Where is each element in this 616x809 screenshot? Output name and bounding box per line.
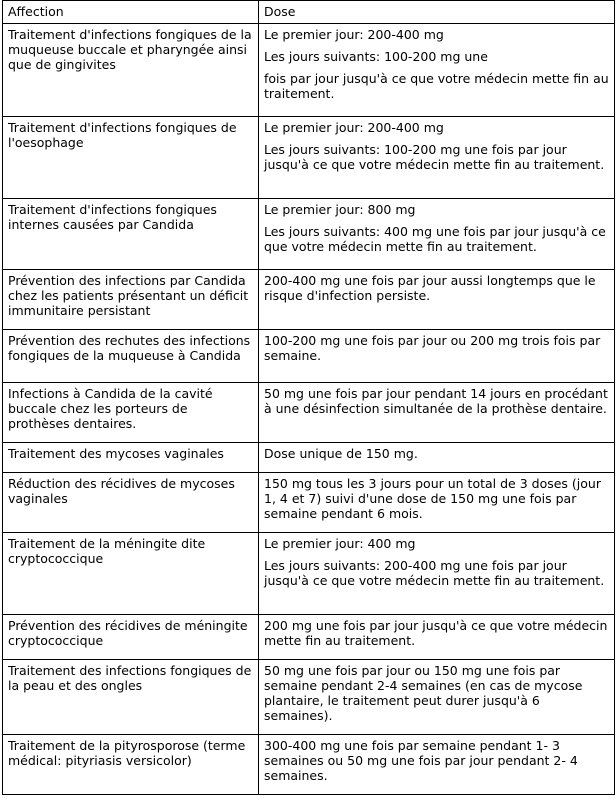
dose-cell — [259, 24, 615, 117]
dose-paragraph: Dose unique de 150 mg. — [264, 446, 418, 461]
dose-paragraph: Les jours suivants: 200-400 mg une fois par jour jusqu'à ce que votre médecin mette fin au traitement. — [264, 558, 605, 588]
condition-cell: Traitement des infections fongiques de la peau et des ongles — [3, 660, 259, 735]
table-row — [3, 199, 615, 270]
table-row — [3, 117, 615, 199]
dose-cell — [259, 533, 615, 615]
dose-paragraph: Le premier jour: 800 mg — [264, 202, 416, 217]
dose-paragraph: 200 mg une fois par jour jusqu'à ce que votre médecin mette fin au traitement. — [264, 618, 608, 648]
dose-paragraph: 300-400 mg une fois par semaine pendant 1- 3 semaines ou 50 mg une fois par jour pendant 2- 4 semaines. — [264, 738, 578, 783]
dose-cell — [259, 383, 615, 443]
dose-cell — [259, 199, 615, 270]
dose-paragraph: Les jours suivants: 100-200 mg une — [264, 49, 488, 64]
dose-cell — [259, 660, 615, 735]
condition-cell: Prévention des rechutes des infections fongiques de la muqueuse à Candida — [3, 330, 259, 383]
table-row — [3, 533, 615, 615]
header-dose: Dose — [259, 1, 615, 24]
dose-cell — [259, 330, 615, 383]
condition-cell: Traitement des mycoses vaginales — [3, 443, 259, 473]
dose-paragraph: fois par jour jusqu'à ce que votre médecin mette fin au traitement. — [264, 71, 609, 101]
table-row — [3, 443, 615, 473]
condition-cell: Traitement d'infections fongiques de la muqueuse buccale et pharyngée ainsi que de gingivites — [3, 24, 259, 117]
dose-paragraph: Le premier jour: 400 mg — [264, 536, 416, 551]
table-header-row — [3, 1, 615, 24]
dose-paragraph: Les jours suivants: 400 mg une fois par jour jusqu'à ce que votre médecin mette fin au traitement. — [264, 224, 606, 254]
condition-cell: Prévention des infections par Candida chez les patients présentant un déficit immunitaire persistant — [3, 270, 259, 330]
dose-paragraph: 50 mg une fois par jour pendant 14 jours en procédant à une désinfection simultanée de la prothèse dentaire. — [264, 386, 608, 416]
dose-cell — [259, 473, 615, 533]
dose-table — [2, 0, 615, 795]
table-row — [3, 735, 615, 795]
table-body — [3, 24, 615, 795]
dose-cell — [259, 615, 615, 660]
condition-cell: Réduction des récidives de mycoses vaginales — [3, 473, 259, 533]
dose-paragraph: 200-400 mg une fois par jour aussi longtemps que le risque d'infection persiste. — [264, 273, 596, 303]
dose-paragraph: Les jours suivants: 100-200 mg une fois par jour jusqu'à ce que votre médecin mette fin au traitement. — [264, 142, 605, 172]
dose-paragraph: 100-200 mg une fois par jour ou 200 mg trois fois par semaine. — [264, 333, 601, 363]
condition-cell: Traitement d'infections fongiques internes causées par Candida — [3, 199, 259, 270]
dose-cell — [259, 735, 615, 795]
condition-cell: Traitement de la méningite dite cryptococcique — [3, 533, 259, 615]
dose-cell — [259, 270, 615, 330]
table-row — [3, 270, 615, 330]
condition-cell: Traitement de la pityrosporose (terme médical: pityriasis versicolor) — [3, 735, 259, 795]
table-row — [3, 24, 615, 117]
header-condition: Affection — [3, 1, 259, 24]
dose-cell — [259, 443, 615, 473]
dose-paragraph: 150 mg tous les 3 jours pour un total de 3 doses (jour 1, 4 et 7) suivi d'une dose de 150 mg une fois par semaine pendant 6 mois. — [264, 476, 601, 521]
table-row — [3, 383, 615, 443]
table-row — [3, 473, 615, 533]
condition-cell: Infections à Candida de la cavité buccale chez les porteurs de prothèses dentaires. — [3, 383, 259, 443]
table-row — [3, 660, 615, 735]
condition-cell: Prévention des récidives de méningite cryptococcique — [3, 615, 259, 660]
table-row — [3, 330, 615, 383]
dose-paragraph: Le premier jour: 200-400 mg — [264, 27, 444, 42]
table-row — [3, 615, 615, 660]
dose-paragraph: Le premier jour: 200-400 mg — [264, 120, 444, 135]
dose-paragraph: 50 mg une fois par jour ou 150 mg une fois par semaine pendant 2-4 semaines (en cas de mycose plantaire, le traitement peut durer jusqu'à 6 semaines). — [264, 663, 583, 723]
condition-cell: Traitement d'infections fongiques de l'oesophage — [3, 117, 259, 199]
dose-cell — [259, 117, 615, 199]
